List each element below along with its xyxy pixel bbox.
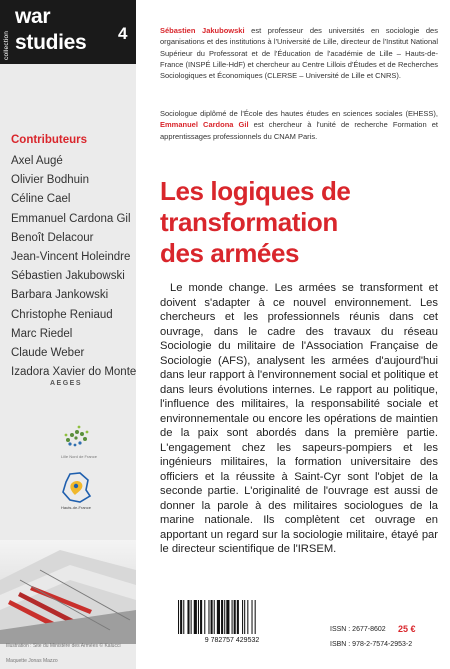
barcode-bar	[242, 600, 243, 634]
book-summary-text: Le monde change. Les armées se transforment et doivent s'adapter à ce nouvel environnement. Les chercheurs et les professionnels réunis dans cet ouvrage, dans le cadre des travaux du réseau Sociologie du militaire de l'Association Française de Sociologie (AFS), analysent les armées d'aujourd'hui dans leur rapport à l'environnement social et politique et dans leurs évolutions internes. Le rapport au politique, l'influence des militaires, la responsabilité sociale et environnementale ou encore les opérations de maintien de la paix sont abordés dans la première partie. L'engagement chez les sapeurs-pompiers et les ingénieurs militaires, la formation universitaire des officiers et la réussite à Saint-Cyr sont l'objet de la seconde partie. L'originalité de l'ouvrage est aussi de donner la parole à des militaires sociologues de la marine nationale. Ils complètent cet ouvrage en apportant un regard sur la sociologie militaire, étayé par le directeur scientifique de l'IRSEM.	[160, 282, 438, 555]
aeges-logo: AEGES	[50, 380, 83, 387]
contributor-name: Sébastien Jakubowski	[11, 270, 125, 283]
author-name: Emmanuel Cardona Gil	[160, 120, 249, 130]
contributors-list	[11, 152, 136, 382]
hauts-de-france-logo	[58, 470, 94, 506]
cover-photo	[0, 540, 136, 644]
barcode-bar	[224, 600, 225, 634]
lille-nord-de-france-logo	[58, 418, 94, 454]
barcode-bar	[183, 600, 184, 634]
author-bio-text: Sociologue diplômé de l'École des hautes études en sciences sociales (EHESS),	[160, 109, 438, 118]
contributor-name: Marc Riedel	[11, 327, 73, 340]
contributor-name: Christophe Reniaud	[11, 308, 113, 321]
contributor-name: Axel Augé	[11, 155, 63, 167]
barcode-bar	[217, 600, 220, 634]
book-title-line: Les logiques de	[160, 176, 351, 206]
book-title-line: transformation	[160, 207, 338, 237]
isbn: ISBN : 978-2-7574-2953-2	[330, 641, 413, 648]
barcode-bar	[191, 600, 192, 634]
barcode-bar	[194, 600, 197, 634]
contributors-heading: Contributeurs	[11, 134, 88, 146]
barcode-bar	[247, 600, 248, 634]
barcode-bar	[187, 600, 189, 634]
barcode-bars	[178, 600, 256, 634]
barcode-bar	[211, 600, 213, 634]
book-title-line: des armées	[160, 238, 300, 268]
barcode-bar	[226, 600, 229, 634]
book-summary	[160, 281, 438, 557]
barcode-bar	[234, 600, 236, 634]
barcode-digits: 9 782757 429532	[204, 637, 260, 644]
series-collection-label: collection	[3, 30, 10, 60]
barcode-bar	[221, 600, 223, 634]
lille-logo-text: Lille Nord de France	[60, 454, 98, 459]
author-bio-2	[160, 108, 438, 142]
contributor-name: Olivier Bodhuin	[11, 174, 89, 187]
series-name-line2: studies	[15, 31, 87, 54]
barcode-bar	[244, 600, 245, 634]
illustration-credit: Illustration : Site du Ministère des Armées © Kalucci	[6, 643, 121, 649]
contributor-name: Jean-Vincent Holeindre	[11, 250, 131, 263]
barcode-bar	[200, 600, 202, 634]
issn: ISSN : 2677-8602	[330, 626, 386, 633]
barcode-bar	[237, 600, 239, 634]
barcode-bar	[214, 600, 215, 634]
contributor-name: Céline Cael	[11, 193, 71, 206]
barcode-bar	[204, 600, 205, 634]
price: 25 €	[398, 624, 416, 634]
author-bio-text: est chercheur à l'unité de recherche Formation et apprentissages professionnels du CNAM Paris.	[160, 120, 438, 141]
barcode-bar	[252, 600, 253, 634]
author-bio-text: est professeur des universités en sociologie des organisations et des institutions à l'Université de Lille, directeur de l'Institut National Supérieur du Professorat et de l'Éducation de l'académie de Lille – Hauts-de-France (INSPÉ Lille-HdF) et chercheur au Centre Lillois d'Études et de Recherches Sociologiques et Économiques (CLERSE – Université de Lille et CNRS).	[160, 26, 438, 81]
contributor-name: Izadora Xavier do Monte	[11, 366, 137, 379]
barcode-bar	[180, 600, 182, 634]
contributor-name: Benoît Delacour	[11, 231, 94, 244]
barcode-bar	[255, 600, 256, 634]
series-volume-number: 4	[118, 24, 128, 43]
barcode-bar	[198, 600, 199, 634]
barcode-bar	[232, 600, 233, 634]
dots-icon	[66, 430, 87, 442]
book-title	[160, 176, 438, 269]
series-name-line1: war	[15, 5, 51, 28]
contributor-name: Barbara Jankowski	[11, 289, 109, 302]
contributor-name: Emmanuel Cardona Gil	[11, 212, 131, 225]
author-name: Sébastien Jakubowski	[160, 26, 245, 35]
barcode-bar	[178, 600, 179, 634]
contributor-name: Claude Weber	[11, 346, 85, 359]
hauts-de-france-logo-text: Hauts-de-France	[60, 505, 91, 510]
design-credit: Maquette Jonas Mazzo	[6, 658, 58, 664]
barcode-bar	[208, 600, 209, 634]
barcode	[172, 598, 292, 644]
author-bio-1	[160, 25, 438, 81]
